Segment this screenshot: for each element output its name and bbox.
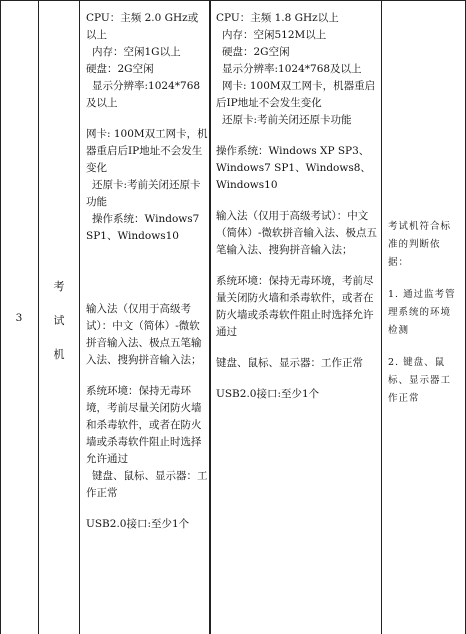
spec-memory: 内存：空闲512M以上 [222,29,327,41]
column-divider [79,0,80,634]
spec-disk: 硬盘：2G空闲 [86,63,154,75]
spec-environment: 系统环境：保持无毒环境，考前尽量关闭防火墙和杀毒软件，或者在防火墙或杀毒软件阻止时选择允许通过 [216,275,374,338]
spec-network: 网卡: 100M双工网卡，机器重启后IP地址不会发生变化 [216,80,376,109]
spec-os: 操作系统：Windows7 SP1、Windows10 [86,213,200,242]
spec-memory: 内存：空闲1G以上 [92,46,181,58]
spec-restore-card: 还原卡:考前关闭还原卡功能 [222,114,352,126]
spec-restore-card: 还原卡:考前关闭还原卡功能 [86,179,201,208]
spec-input-method: 输入法（仅用于高级考试）：中文（简体）-微软拼音输入法、极点五笔输入法、搜狗拼音输入法； [216,210,378,256]
device-name [39,270,79,372]
spec-network: 网卡: 100M双工网卡，机器重启后IP地址不会发生变化 [86,128,208,174]
column-divider [209,0,211,634]
row-top-border [0,0,466,1]
criteria-item: 2. 键盘、鼠标、显示器工作正常 [388,357,452,404]
spec-disk: 硬盘：2G空闲 [222,46,290,58]
criteria-heading: 考试机符合标准的判断依据： [388,221,452,268]
spec-resolution: 显示分辨率:1024*768及以上 [222,63,362,75]
spec-environment: 系统环境：保持无毒环境，考前尽量关闭防火墙和杀毒软件，或者在防火墙或杀毒软件阻止时选择允许通过 [86,385,202,465]
spec-peripherals: 键盘、鼠标、显示器：工作正常 [216,357,363,369]
spec-usb: USB2.0接口:至少1个 [216,388,320,400]
spec-usb: USB2.0接口:至少1个 [86,518,190,530]
spec-cpu: CPU：主频 2.0 GHz或以上 [86,12,199,41]
column-divider [381,0,382,634]
recommended-config [86,10,208,533]
compliance-criteria [388,218,460,408]
device-name-char: 机 [53,348,65,361]
spec-input-method: 输入法（仅用于高级考试）：中文（简体）-微软拼音输入法、极点五笔输入法、搜狗拼音输入法； [86,303,202,366]
spec-resolution: 显示分辨率:1024*768及以上 [86,80,201,109]
criteria-item: 1. 通过监考管理系统的环境检测 [388,289,456,336]
spec-cpu: CPU：主频 1.8 GHz以上 [216,12,339,24]
device-name-char: 考 [53,280,65,293]
row-number: 3 [15,312,23,324]
spec-os: 操作系统：Windows XP SP3、Windows7 SP1、Windows8、Windows10 [216,145,371,191]
spec-peripherals: 键盘、鼠标、显示器：工作正常 [86,470,208,499]
device-name-char: 试 [53,314,65,327]
minimum-config [216,10,378,403]
